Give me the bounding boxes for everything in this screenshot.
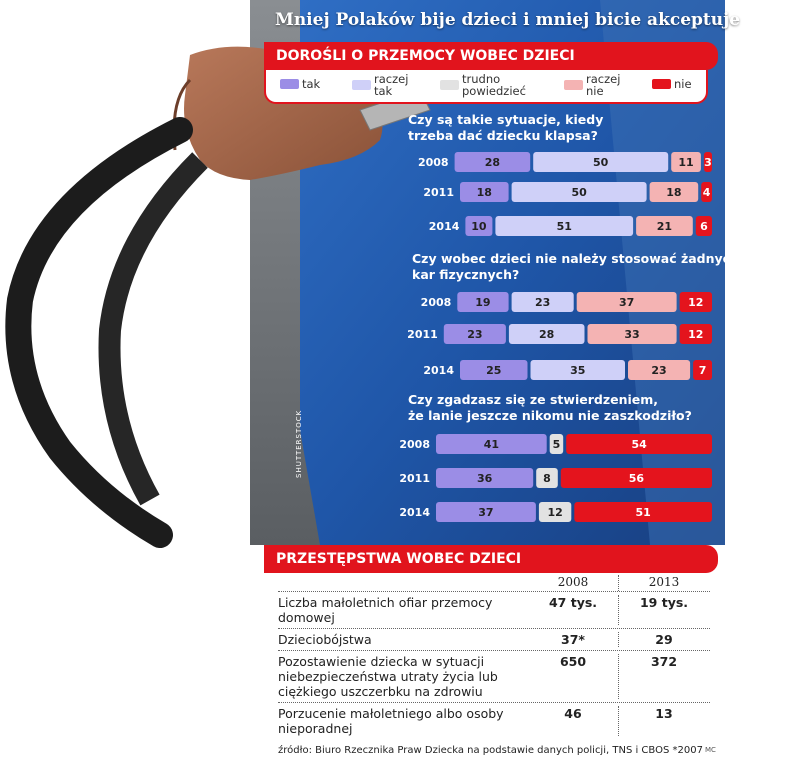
chart-year-label: 2011 (407, 328, 438, 341)
crime-label: Dzieciobójstwa (278, 632, 372, 647)
main-title: Mniej Polaków bije dzieci i mniej bicie akceptuje (275, 10, 741, 30)
chart-bar-label: 50 (571, 186, 587, 199)
chart-bar-label: 12 (688, 296, 704, 309)
chart-bar-label: 10 (471, 220, 487, 233)
crimes-year-2: 2013 (618, 575, 709, 591)
chart-bar-label: 4 (702, 186, 711, 199)
crime-value-2013: 29 (618, 632, 709, 647)
chart-bar-label: 28 (484, 156, 501, 169)
chart-question: Czy wobec dzieci nie należy stosować żadnych (412, 251, 739, 266)
chart-question: Czy zgadzasz się ze stwierdzeniem, (408, 392, 659, 407)
chart-bar-label: 37 (618, 296, 635, 309)
chart-bar-label: 54 (631, 438, 647, 451)
chart-bar-label: 8 (543, 472, 551, 485)
legend-label: raczej nie (586, 72, 621, 98)
author-signature: MC (705, 746, 716, 754)
section-header-crimes: PRZESTĘPSTWA WOBEC DZIECI (264, 545, 718, 573)
table-row (278, 628, 710, 650)
source-note: źródło: Biuro Rzecznika Praw Dziecka na podstawie danych policji, TNS i CBOS *2007 (278, 745, 703, 756)
crime-value-2008: 37* (561, 632, 585, 647)
chart-bar-label: 7 (698, 364, 707, 377)
crime-label: Pozostawienie dziecka w sytuacji niebezpieczeństwa utraty życia lub ciężkiego uszczerbku na zdrowiu (278, 654, 498, 699)
chart-bar-label: 51 (635, 506, 651, 519)
chart-bar-label: 23 (534, 296, 551, 309)
photo-credit: SHUTTERSTOCK (295, 409, 303, 478)
chart-year-label: 2008 (399, 438, 430, 451)
crimes-year-1: 2008 (557, 575, 589, 589)
chart-bar-label: 28 (539, 328, 555, 341)
chart-bar-label: 18 (476, 186, 492, 199)
chart-year-label: 2014 (423, 364, 454, 377)
crime-value-2008: 46 (564, 706, 582, 721)
chart-bar-label: 11 (678, 156, 694, 169)
legend-label: tak (302, 77, 321, 91)
crime-value-2013: 13 (618, 706, 709, 736)
crime-value-2013: 372 (618, 654, 709, 699)
chart-bar-label: 51 (556, 220, 572, 233)
crime-value-2008: 47 tys. (548, 595, 598, 610)
chart-bar-label: 5 (552, 438, 561, 451)
table-row (278, 650, 710, 702)
chart-bar-label: 21 (656, 220, 673, 233)
chart-bar-label: 37 (478, 506, 494, 519)
chart-question: Czy są takie sytuacje, kiedy (408, 112, 604, 127)
chart-year-label: 2014 (428, 220, 460, 233)
chart-bar-label: 41 (483, 438, 500, 451)
crimes-header-spacer (278, 575, 528, 591)
legend-label: raczej tak (374, 72, 409, 98)
chart-bar-label: 33 (624, 328, 640, 341)
chart-bar-label: 3 (704, 156, 712, 169)
table-row (278, 702, 710, 739)
chart-bar-label: 18 (666, 186, 682, 199)
chart-bar-label: 50 (593, 156, 609, 169)
chart-year-label: 2011 (399, 472, 430, 485)
crimes-table-header (278, 575, 710, 591)
section-header-adults: DOROŚLI O PRZEMOCY WOBEC DZIECI (264, 42, 718, 70)
chart-year-label: 2014 (399, 506, 430, 519)
chart-question: trzeba dać dziecku klapsa? (408, 128, 598, 143)
chart-bar-label: 56 (628, 472, 645, 485)
crime-value-2008: 650 (559, 654, 587, 669)
chart-bar-label: 19 (475, 296, 491, 309)
crime-label: Porzucenie małoletniego albo osoby nieporadnej (278, 706, 504, 736)
chart-year-label: 2008 (417, 156, 449, 169)
legend-label: nie (674, 77, 692, 91)
legend-label: trudno powiedzieć (462, 72, 526, 98)
crime-label: Liczba małoletnich ofiar przemocy domowej (278, 595, 493, 625)
chart-year-label: 2011 (423, 186, 454, 199)
chart-question: kar fizycznych? (412, 267, 520, 282)
chart-year-label: 2008 (420, 296, 452, 309)
chart-question: że lanie jeszcze nikomu nie zaszkodziło? (408, 408, 692, 423)
chart-bar-label: 23 (651, 364, 667, 377)
table-row (278, 591, 710, 628)
chart-bar-label: 12 (547, 506, 563, 519)
chart-bar-label: 36 (476, 472, 493, 485)
chart-bar-label: 6 (700, 220, 708, 233)
chart-bar-label: 23 (467, 328, 483, 341)
chart-bar-label: 12 (688, 328, 704, 341)
chart-bar-label: 25 (486, 364, 502, 377)
chart-bar-label: 35 (570, 364, 586, 377)
crime-value-2013: 19 tys. (618, 595, 709, 625)
crimes-table (278, 575, 710, 739)
